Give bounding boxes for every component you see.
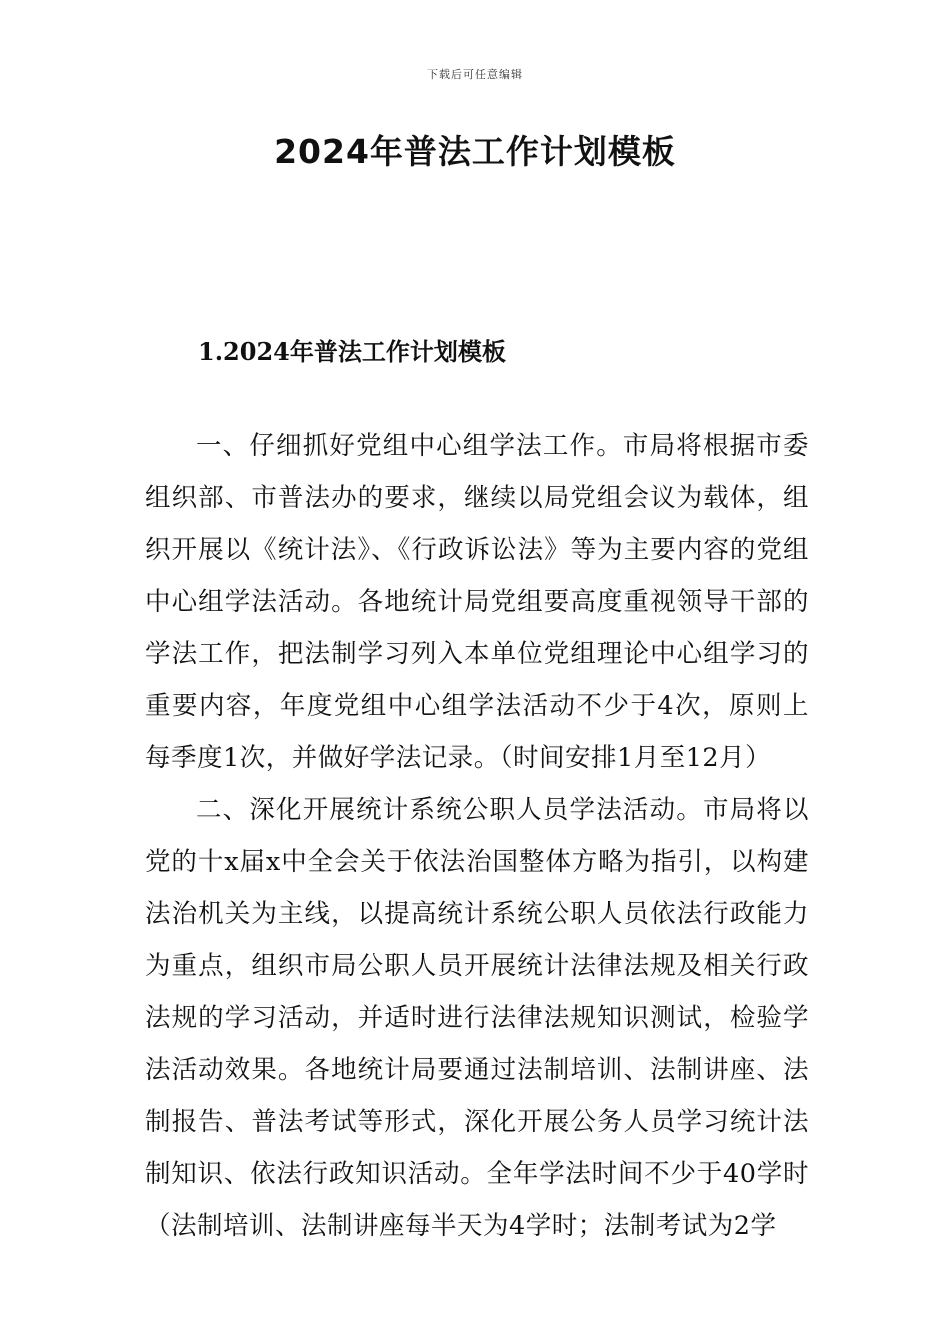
document-body: [145, 420, 809, 1252]
paragraph-2: 二、深化开展统计系统公职人员学法活动。市局将以党的十x届x中全会关于依法治国整体方略为指引，以构建法治机关为主线，以提高统计系统公职人员依法行政能力为重点，组织市局公职人员开展统计法律法规及相关行政法规的学习活动，并适时进行法律法规知识测试，检验学法活动效果。各地统计局要通过法制培训、法制讲座、法制报告、普法考试等形式，深化开展公务人员学习统计法制知识、依法行政知识活动。全年学法时间不少于40学时（法制培训、法制讲座每半天为4学时；法制考试为2学: [145, 795, 809, 1241]
section-heading: 1.2024年普法工作计划模板: [198, 337, 506, 366]
header-note: 下载后可任意编辑: [427, 68, 523, 81]
paragraph-1: 一、仔细抓好党组中心组学法工作。市局将根据市委组织部、市普法办的要求，继续以局党组会议为载体，组织开展以《统计法》、《行政诉讼法》等为主要内容的党组中心组学法活动。各地统计局党组要高度重视领导干部的学法工作，把法制学习列入本单位党组理论中心组学习的重要内容，年度党组中心组学法活动不少于4次，原则上每季度1次，并做好学法记录。（时间安排1月至12月）: [145, 431, 809, 773]
document-title: 2024年普法工作计划模板: [274, 132, 676, 171]
